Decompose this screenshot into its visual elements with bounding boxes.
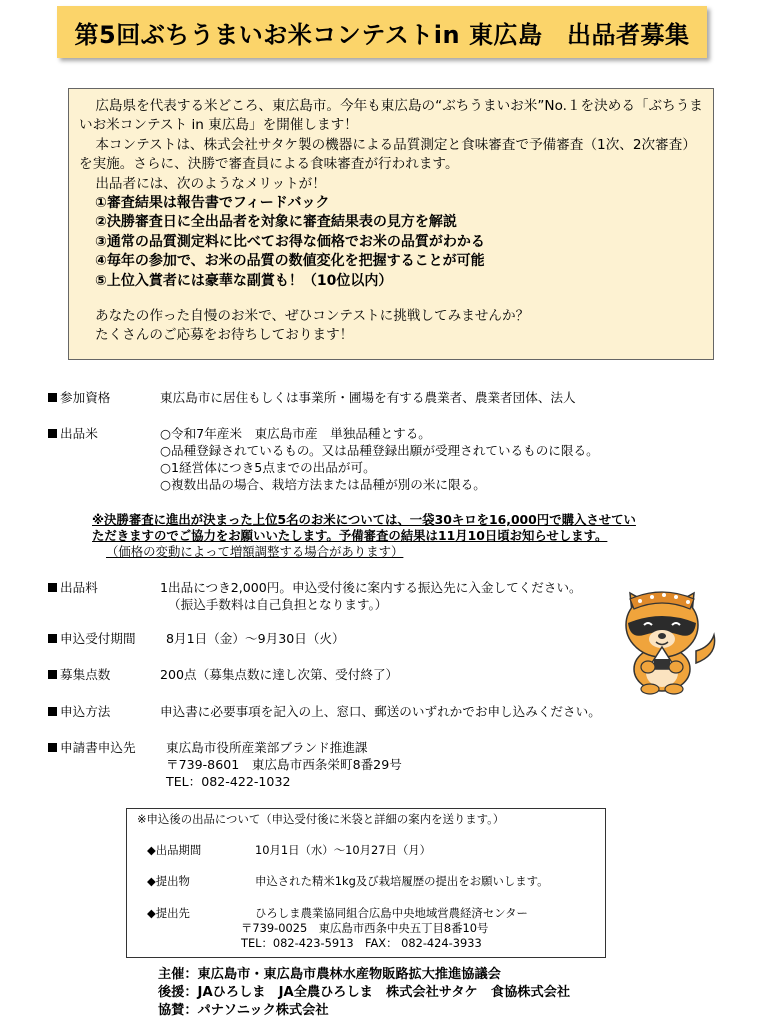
square-bullet-icon <box>48 634 57 643</box>
square-bullet-icon <box>48 393 57 402</box>
footer-cooperation: 協賛：パナソニック株式会社 <box>158 1003 329 1018</box>
method-value: 申込書に必要事項を記入の上、窓口、郵送のいずれかでお申し込みください。 <box>160 704 601 719</box>
after-dest-tel: TEL：082-423-5913 FAX： 082-424-3933 <box>241 936 482 950</box>
contact-org: 東広島市役所産業部ブランド推進課 <box>166 740 368 755</box>
closing-line-1: あなたの作った自慢のお米で、ぜひコンテストに挑戦してみませんか？ <box>95 308 530 325</box>
raccoon-mascot-icon <box>610 585 720 695</box>
rice-condition: ○令和7年産米 東広島市産 単独品種とする。 <box>160 426 431 441</box>
fee-value: 1出品につき2,000円。申込受付後に案内する振込先に入金してください。 <box>160 580 582 595</box>
merit-item: ②決勝審査日に全出品者を対象に審査結果表の見方を解説 <box>95 214 457 231</box>
after-dest-address: 〒739-0025 東広島市西条中央五丁目8番10号 <box>241 921 489 935</box>
rice-condition: ○複数出品の場合、栽培方法または品種が別の米に限る。 <box>160 477 486 492</box>
period-label: 申込受付期間 <box>60 631 136 646</box>
closing-line-2: たくさんのご応募をお待ちしております！ <box>95 327 354 344</box>
square-bullet-icon <box>48 670 57 679</box>
square-bullet-icon <box>48 429 57 438</box>
eligibility-value: 東広島市に居住もしくは事業所・圃場を有する農業者、農業者団体、法人 <box>160 390 576 405</box>
notice-line-2: ただきますのでご協力をお願いいたします。予備審査の結果は11月10日頃お知らせします。 <box>92 528 608 543</box>
square-bullet-icon <box>48 583 57 592</box>
fee-label: 出品料 <box>60 580 98 595</box>
merit-item: ④毎年の参加で、お米の品質の数値変化を把握することが可能 <box>95 253 485 270</box>
post-application-box <box>126 808 606 958</box>
contact-address: 〒739-8601 東広島市西条栄町8番29号 <box>166 757 402 772</box>
footer-credits <box>158 966 570 1020</box>
merit-list <box>79 194 707 291</box>
intro-paragraph-2: 本コンテストは、株式会社サタケ製の機器による品質測定と食味審査で予備審査（1次、2次審査）を実施。さらに、決勝で審査員による食味審査が行われます。 <box>79 136 696 173</box>
rice-condition: ○品種登録されているもの。又は品種登録出願が受理されているものに限る。 <box>160 443 599 458</box>
after-header: ※申込後の出品について（申込受付後に米袋と詳細の案内を送ります。） <box>137 812 505 826</box>
after-item-label: ◆提出物 <box>147 874 190 888</box>
intro-box <box>68 88 714 360</box>
footer-host: 主催：東広島市・東広島市農林水産物販路拡大推進協議会 <box>158 967 501 982</box>
square-bullet-icon <box>48 743 57 752</box>
notice-line-3: （価格の変動によって増額調整する場合があります） <box>106 544 404 559</box>
count-label: 募集点数 <box>60 667 111 682</box>
merit-item: ③通常の品質測定料に比べてお得な価格でお米の品質がわかる <box>95 233 485 250</box>
after-dest-name: ひろしま農業協同組合広島中央地域営農経済センター <box>255 906 528 920</box>
intro-paragraph-3: 出品者には、次のようなメリットが！ <box>95 175 326 192</box>
purchase-notice <box>92 512 722 560</box>
footer-support: 後援：JAひろしま JA全農ひろしま 株式会社サタケ 食協株式会社 <box>158 985 571 1000</box>
eligibility-label: 参加資格 <box>60 390 111 405</box>
rice-condition: ○1経営体につき5点までの出品が可。 <box>160 460 376 475</box>
after-dest-label: ◆提出先 <box>147 906 190 920</box>
merit-item: ⑤上位入賞者には豪華な副賞も！（10位以内） <box>95 272 393 289</box>
count-value: 200点（募集点数に達し次第、受付終了） <box>160 667 399 682</box>
contact-tel: TEL：082-422-1032 <box>166 774 291 789</box>
page-title <box>57 6 707 58</box>
square-bullet-icon <box>48 707 57 716</box>
intro-paragraph-1: 広島県を代表する米どころ、東広島市。今年も東広島の“ぶちうまいお米”No.１を決める「ぶちうまいお米コンテスト in 東広島」を開催します！ <box>79 98 703 134</box>
method-label: 申込方法 <box>60 704 111 719</box>
period-value: 8月1日（金）～9月30日（火） <box>166 631 345 646</box>
fee-note: （振込手数料は自己負担となります。） <box>168 597 388 612</box>
after-item-value: 申込された精米1kg及び栽培履歴の提出をお願いします。 <box>255 874 549 888</box>
after-period-value: 10月1日（水）～10月27日（月） <box>255 843 432 857</box>
after-period-label: ◆出品期間 <box>147 843 202 857</box>
title-text: 第5回ぶちうまいお米コンテストin 東広島 出品者募集 <box>74 20 690 49</box>
notice-line-1: ※決勝審査に進出が決まった上位5名のお米については、一袋30キロを16,000円で購入させてい <box>92 512 636 527</box>
contact-label: 申請書申込先 <box>60 740 136 755</box>
rice-label: 出品米 <box>60 426 98 441</box>
merit-item: ①審査結果は報告書でフィードバック <box>95 195 330 212</box>
